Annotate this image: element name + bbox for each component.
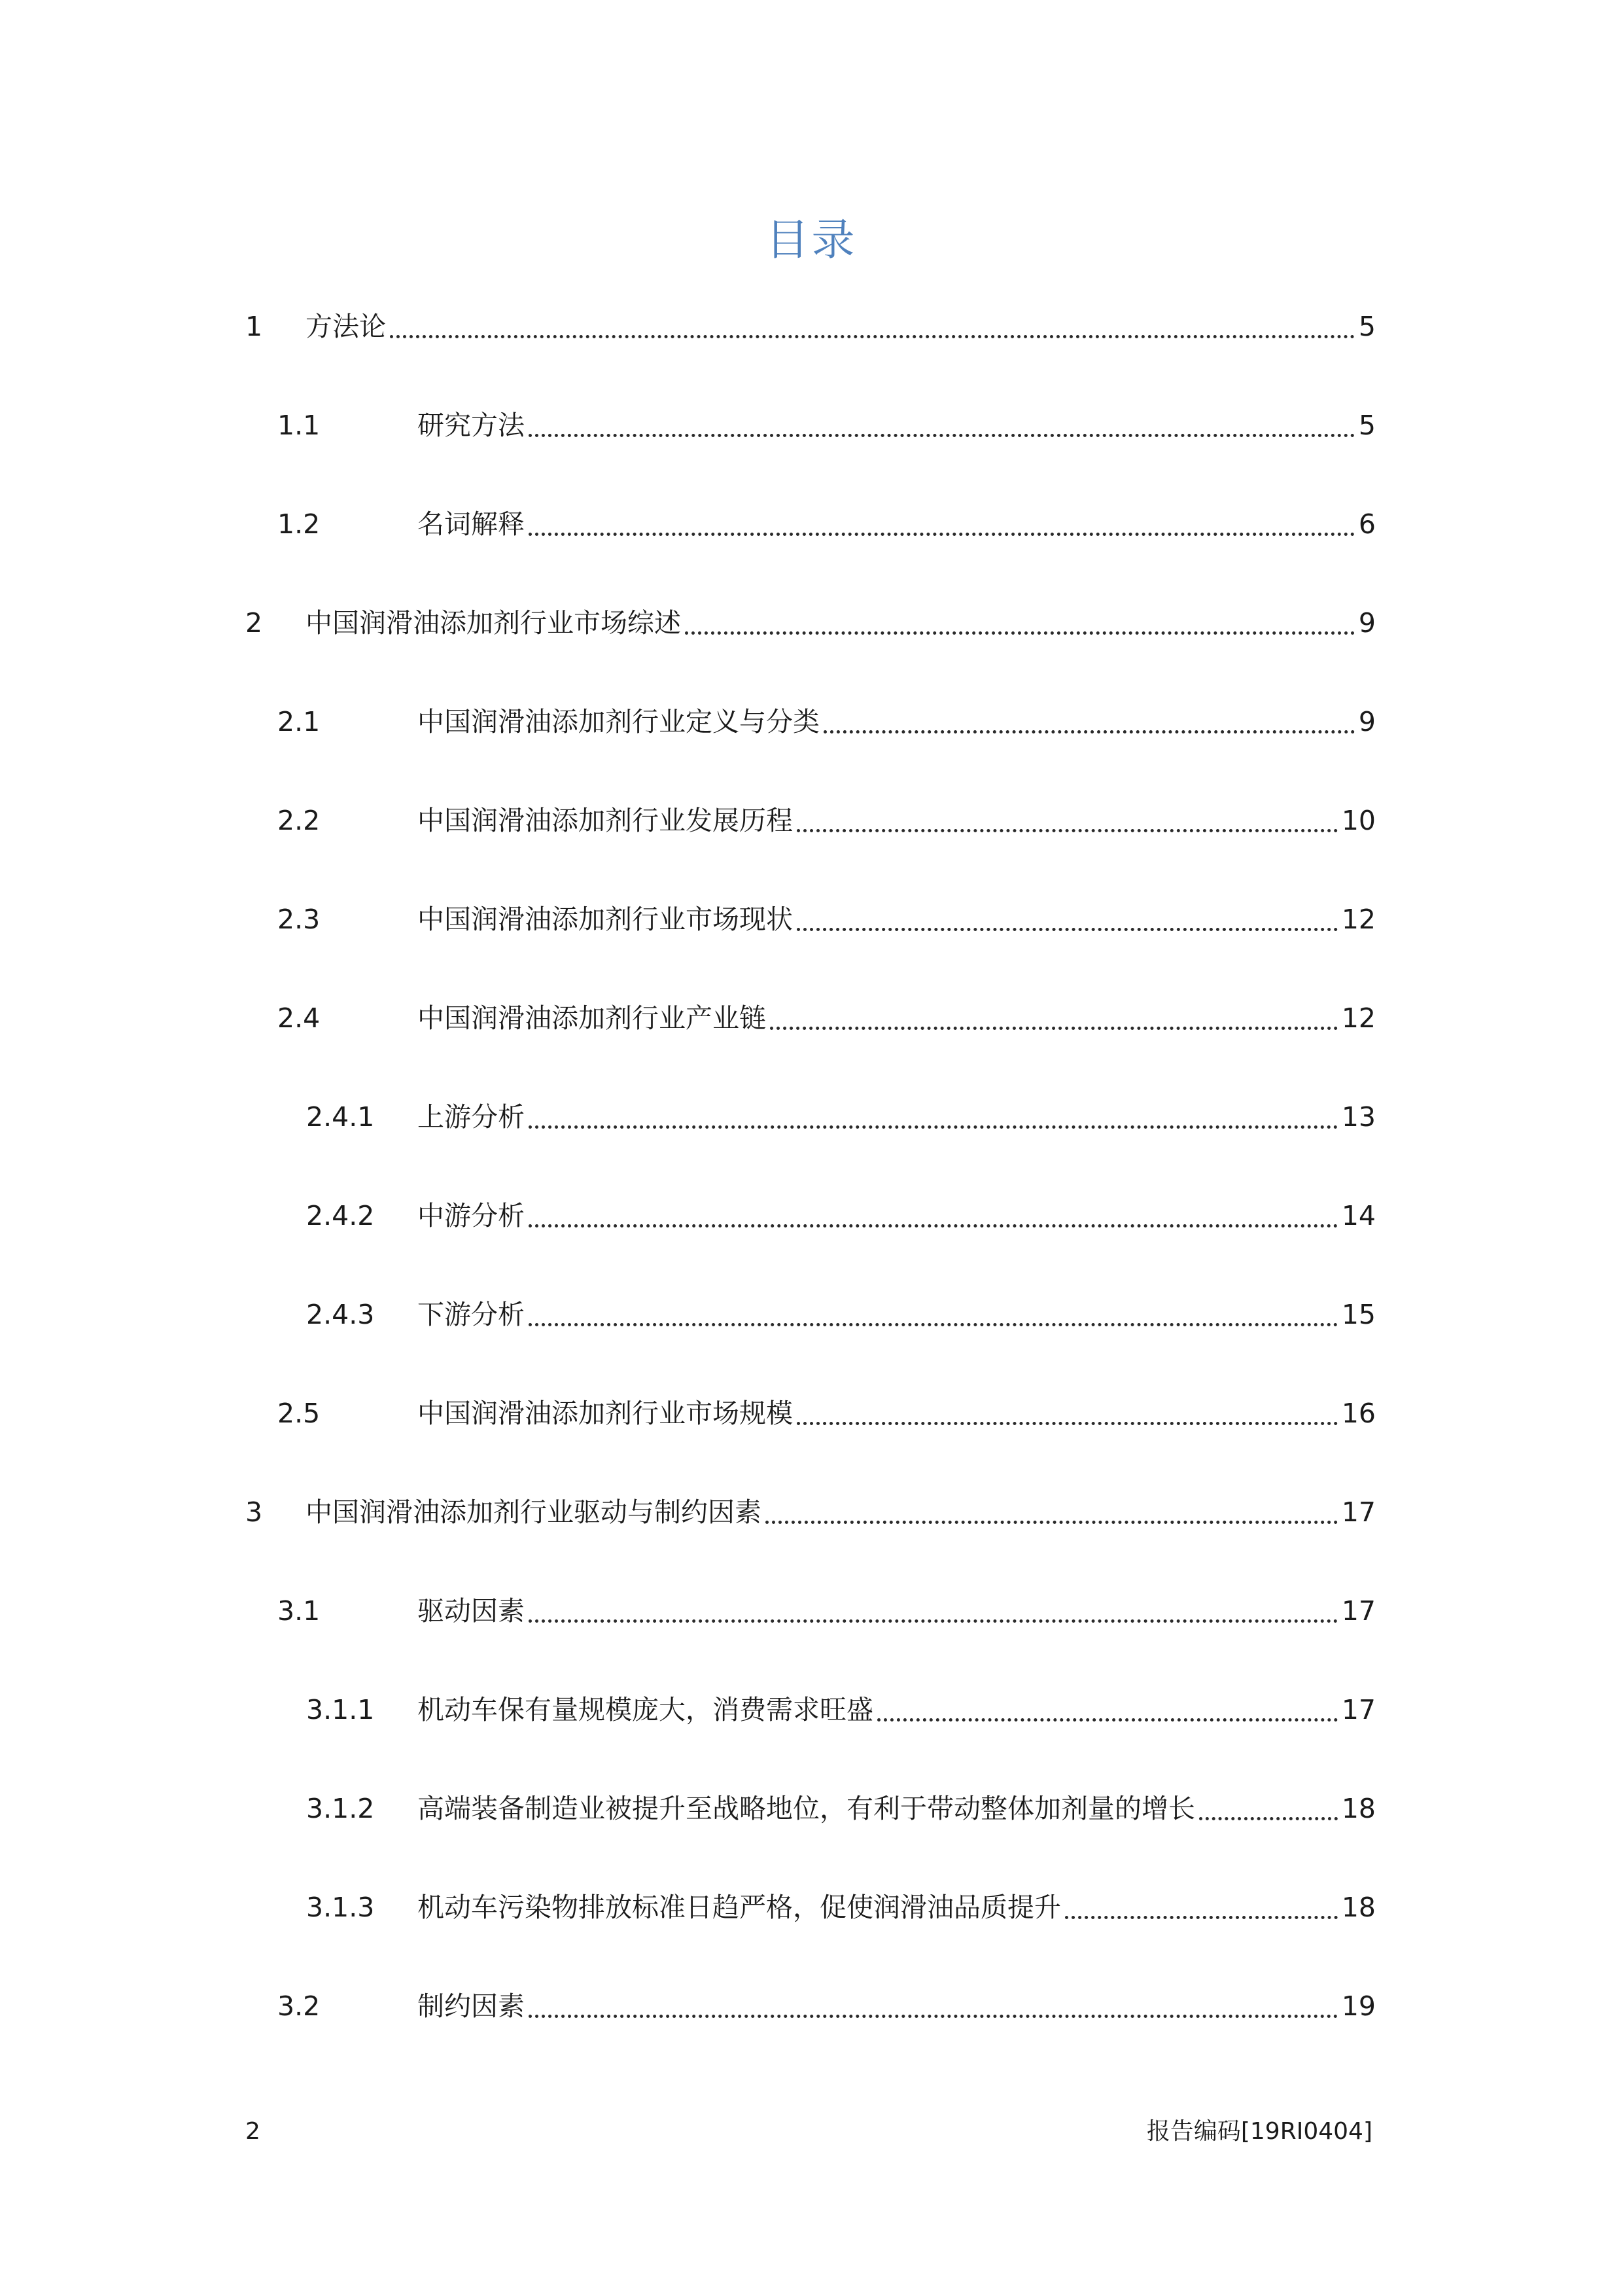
toc-leader-dots <box>529 533 1355 536</box>
toc-entry-number: 3.2 <box>277 1990 321 2022</box>
toc-entry-page: 16 <box>1341 1398 1376 1429</box>
toc-entry[interactable] <box>0 1689 1623 1731</box>
toc-entry-number: 3.1.3 <box>306 1892 375 1923</box>
toc-entry-title: 名词解释 <box>417 508 525 540</box>
toc-entry-title: 高端装备制造业被提升至战略地位，有利于带动整体加剂量的增长 <box>417 1793 1195 1824</box>
toc-entry-number: 1.1 <box>277 410 321 441</box>
toc-entry-title: 机动车保有量规模庞大，消费需求旺盛 <box>417 1694 873 1725</box>
toc-entry[interactable] <box>0 602 1623 644</box>
toc-entry-page: 12 <box>1341 1002 1376 1034</box>
toc-entry-page: 19 <box>1341 1990 1376 2022</box>
toc-entry[interactable] <box>0 800 1623 841</box>
toc-entry[interactable] <box>0 1985 1623 2027</box>
toc-entry-number: 2.5 <box>277 1398 321 1429</box>
toc-entry-page: 17 <box>1341 1694 1376 1725</box>
toc-entry[interactable] <box>0 1590 1623 1632</box>
toc-entry-title: 中游分析 <box>417 1200 525 1231</box>
toc-entry-number: 2.3 <box>277 904 321 935</box>
toc-entry-page: 13 <box>1341 1101 1376 1133</box>
toc-entry-page: 5 <box>1358 410 1376 441</box>
toc-entry-page: 15 <box>1341 1299 1376 1330</box>
toc-entry-title: 机动车污染物排放标准日趋严格，促使润滑油品质提升 <box>417 1892 1061 1923</box>
toc-entry-number: 2.1 <box>277 706 321 737</box>
toc-entry[interactable] <box>0 1096 1623 1138</box>
toc-leader-dots <box>765 1521 1338 1524</box>
toc-entry[interactable] <box>0 503 1623 545</box>
toc-entry-number: 2 <box>245 607 263 639</box>
toc-entry-number: 2.4 <box>277 1002 321 1034</box>
toc-leader-dots <box>529 1224 1338 1227</box>
toc-leader-dots <box>877 1718 1338 1722</box>
toc-entry[interactable] <box>0 701 1623 743</box>
toc-entry-title: 中国润滑油添加剂行业产业链 <box>417 1002 766 1034</box>
toc-entry-number: 3.1.1 <box>306 1694 375 1725</box>
toc-leader-dots <box>529 2015 1338 2018</box>
toc-entry-number: 2.2 <box>277 805 321 836</box>
toc-entry-page: 6 <box>1358 508 1376 540</box>
toc-leader-dots <box>685 631 1355 635</box>
toc-entry-page: 12 <box>1341 904 1376 935</box>
toc-entry-number: 2.4.1 <box>306 1101 375 1133</box>
toc-leader-dots <box>529 434 1355 437</box>
toc-entry-page: 18 <box>1341 1892 1376 1923</box>
toc-leader-dots <box>770 1027 1338 1030</box>
toc-entry-page: 5 <box>1358 311 1376 342</box>
toc-entry[interactable] <box>0 1788 1623 1829</box>
toc-entry[interactable] <box>0 997 1623 1039</box>
toc-entry[interactable] <box>0 898 1623 940</box>
toc-leader-dots <box>529 1125 1338 1129</box>
toc-entry-number: 3.1.2 <box>306 1793 375 1824</box>
toc-entry[interactable] <box>0 1886 1623 1928</box>
toc-entry-title: 上游分析 <box>417 1101 525 1133</box>
toc-entry-page: 10 <box>1341 805 1376 836</box>
toc-entry-title: 下游分析 <box>417 1299 525 1330</box>
toc-entry-title: 驱动因素 <box>417 1595 525 1627</box>
toc-entry-title: 中国润滑油添加剂行业驱动与制约因素 <box>305 1496 761 1528</box>
toc-entry-title: 中国润滑油添加剂行业市场现状 <box>417 904 793 935</box>
toc-entry-page: 9 <box>1358 607 1376 639</box>
toc-entry-number: 1 <box>245 311 263 342</box>
toc-entry-page: 18 <box>1341 1793 1376 1824</box>
toc-entry[interactable] <box>0 404 1623 446</box>
toc-entry-page: 17 <box>1341 1595 1376 1627</box>
toc-leader-dots <box>390 335 1355 338</box>
toc-entry-title: 研究方法 <box>417 410 525 441</box>
toc-entry[interactable] <box>0 1294 1623 1335</box>
footer-page-number: 2 <box>245 2118 260 2145</box>
toc-leader-dots <box>797 1422 1338 1425</box>
toc-entry[interactable] <box>0 1195 1623 1237</box>
toc-leader-dots <box>824 730 1355 733</box>
toc-entry-title: 制约因素 <box>417 1990 525 2022</box>
toc-entry-title: 中国润滑油添加剂行业发展历程 <box>417 805 793 836</box>
toc-entry[interactable] <box>0 1392 1623 1434</box>
toc-entry[interactable] <box>0 1491 1623 1533</box>
toc-entry-number: 2.4.3 <box>306 1299 375 1330</box>
toc-entry-title: 中国润滑油添加剂行业市场规模 <box>417 1398 793 1429</box>
toc-entry-page: 14 <box>1341 1200 1376 1231</box>
toc-entry-title: 方法论 <box>305 311 386 342</box>
toc-title: 目录 <box>765 215 858 265</box>
toc-leader-dots <box>529 1323 1338 1326</box>
footer-report-code: 报告编码[19RI0404] <box>1146 2118 1372 2145</box>
toc-leader-dots <box>1199 1817 1338 1820</box>
toc-leader-dots <box>797 829 1338 832</box>
toc-entry-number: 3.1 <box>277 1595 321 1627</box>
toc-entry-number: 2.4.2 <box>306 1200 375 1231</box>
toc-leader-dots <box>1065 1916 1338 1919</box>
toc-entry-number: 1.2 <box>277 508 321 540</box>
toc-entry-title: 中国润滑油添加剂行业市场综述 <box>305 607 681 639</box>
toc-entry-title: 中国润滑油添加剂行业定义与分类 <box>417 706 820 737</box>
toc-entry[interactable] <box>0 306 1623 347</box>
toc-leader-dots <box>797 928 1338 931</box>
toc-entry-number: 3 <box>245 1496 263 1528</box>
toc-entry-page: 17 <box>1341 1496 1376 1528</box>
toc-entry-page: 9 <box>1358 706 1376 737</box>
toc-leader-dots <box>529 1619 1338 1623</box>
